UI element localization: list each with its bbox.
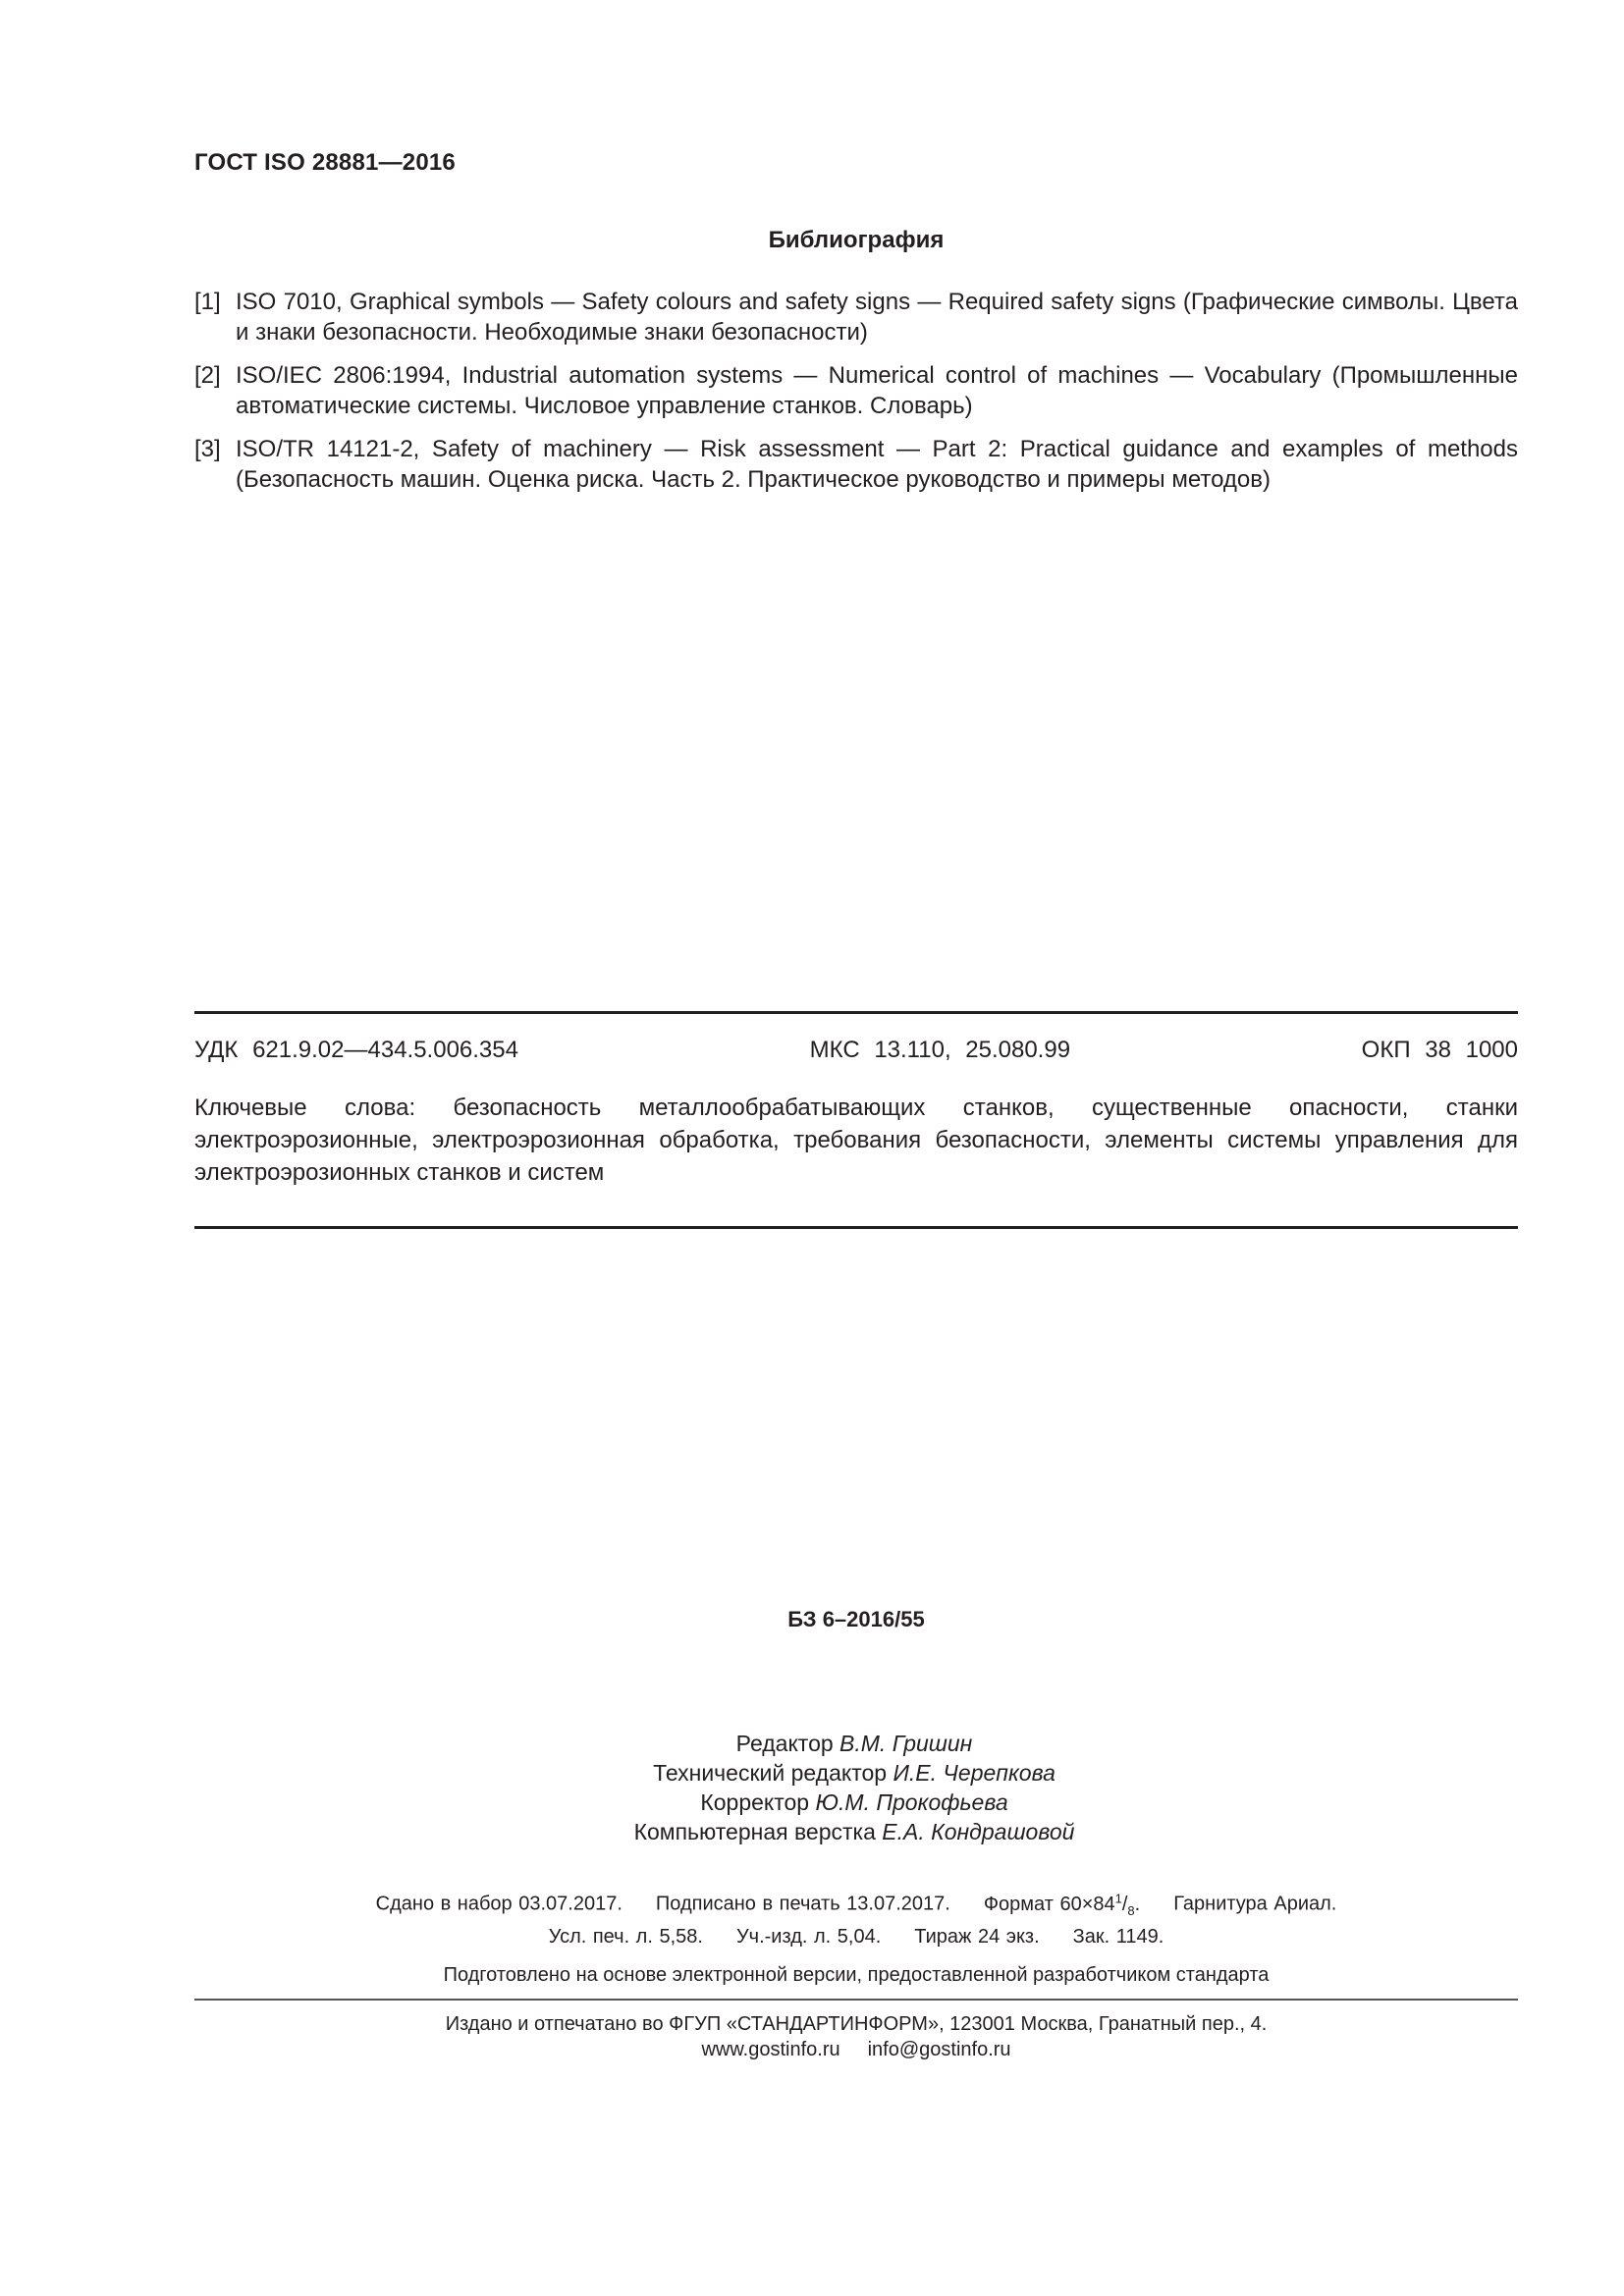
udk-code: УДК 621.9.02—434.5.006.354 bbox=[194, 1037, 518, 1063]
credits-block bbox=[432, 1729, 1276, 1846]
classification-codes bbox=[194, 1037, 1518, 1064]
publisher-email-link[interactable]: info@gostinfo.ru bbox=[867, 2039, 1011, 2060]
bibliography-item-number: [1] bbox=[194, 289, 221, 315]
okp-code: ОКП 38 1000 bbox=[1361, 1037, 1518, 1063]
bibliography-title: Библиография bbox=[768, 227, 945, 253]
publisher-address: Издано и отпечатано во ФГУП «СТАНДАРТИНФОРМ», 123001 Москва, Гранатный пер., 4. bbox=[445, 2013, 1268, 2035]
classification-top-rule bbox=[194, 1011, 1518, 1014]
credit-line bbox=[432, 1817, 1276, 1846]
publisher-website-link[interactable]: www.gostinfo.ru bbox=[701, 2039, 840, 2060]
bibliography-item bbox=[194, 434, 1518, 495]
imprint-format: Формат $60\times 84^1/_8$. bbox=[983, 1891, 1141, 1918]
imprint-signed: Подписано в печать 13.07.2017. bbox=[655, 1893, 950, 1915]
credit-name: Ю.М. Прокофьева bbox=[815, 1789, 1008, 1815]
imprint-order: Зак. 1149. bbox=[1072, 1925, 1164, 1948]
bz-number: БЗ 6–2016/55 bbox=[787, 1607, 925, 1631]
credit-line bbox=[432, 1758, 1276, 1788]
imprint-publ-sheets: Уч.-изд. л. 5,04. bbox=[735, 1925, 882, 1948]
credit-line bbox=[432, 1729, 1276, 1758]
bibliography-item-text: ISO/IEC 2806:1994, Industrial automation systems — Numerical control of machines — Vocabulary (Промышленные автоматические системы. Числовое управление станков. Словарь) bbox=[236, 362, 1518, 419]
bibliography-list bbox=[194, 287, 1518, 507]
prepared-note: Подготовлено на основе электронной версии, предоставленной разработчиком стандарта bbox=[443, 1964, 1270, 1986]
imprint-block bbox=[194, 1886, 1518, 1949]
imprint-line-2 bbox=[194, 1924, 1518, 1949]
credit-name: Е.А. Кондрашовой bbox=[882, 1819, 1075, 1844]
credit-role: Корректор bbox=[700, 1789, 810, 1815]
bibliography-item bbox=[194, 287, 1518, 347]
imprint-submitted: Сдано в набор 03.07.2017. bbox=[375, 1893, 623, 1915]
credit-role: Редактор bbox=[735, 1731, 834, 1756]
bibliography-item-text: ISO 7010, Graphical symbols — Safety colours and safety signs — Required safety signs (Графические символы. Цвета и знаки безопасности. Необходимые знаки безопасности) bbox=[236, 289, 1518, 346]
imprint-copies: Тираж 24 экз. bbox=[914, 1925, 1040, 1948]
imprint-typeface: Гарнитура Ариал. bbox=[1173, 1893, 1337, 1915]
credit-line bbox=[432, 1788, 1276, 1817]
bibliography-item-text: ISO/TR 14121-2, Safety of machinery — Risk assessment — Part 2: Practical guidance and examples of methods (Безопасность машин. Оценка риска. Часть 2. Практическое руководство и примеры методов) bbox=[236, 436, 1518, 493]
publisher-contacts bbox=[194, 2037, 1518, 2062]
imprint-line-1 bbox=[194, 1886, 1518, 1924]
keywords-paragraph: Ключевые слова: безопасность металлообрабатывающих станков, существенные опасности, станки электроэрозионные, электроэрозионная обработка, требования безопасности, элементы системы управления для электроэрозионных станков и систем bbox=[194, 1095, 1518, 1186]
credit-role: Компьютерная верстка bbox=[633, 1819, 876, 1844]
credit-name: И.Е. Черепкова bbox=[893, 1760, 1056, 1786]
publisher-rule bbox=[194, 1999, 1518, 2001]
imprint-print-sheets: Усл. печ. л. 5,58. bbox=[548, 1925, 703, 1948]
credit-role: Технический редактор bbox=[653, 1760, 888, 1786]
bibliography-item bbox=[194, 360, 1518, 421]
bibliography-item-number: [2] bbox=[194, 362, 221, 389]
document-code-header: ГОСТ ISO 28881—2016 bbox=[194, 149, 456, 176]
bibliography-item-number: [3] bbox=[194, 436, 221, 462]
mks-code: МКС 13.110, 25.080.99 bbox=[809, 1037, 1071, 1063]
classification-bottom-rule bbox=[194, 1226, 1518, 1229]
credit-name: В.М. Гришин bbox=[839, 1731, 973, 1756]
publisher-block bbox=[194, 2011, 1518, 2062]
